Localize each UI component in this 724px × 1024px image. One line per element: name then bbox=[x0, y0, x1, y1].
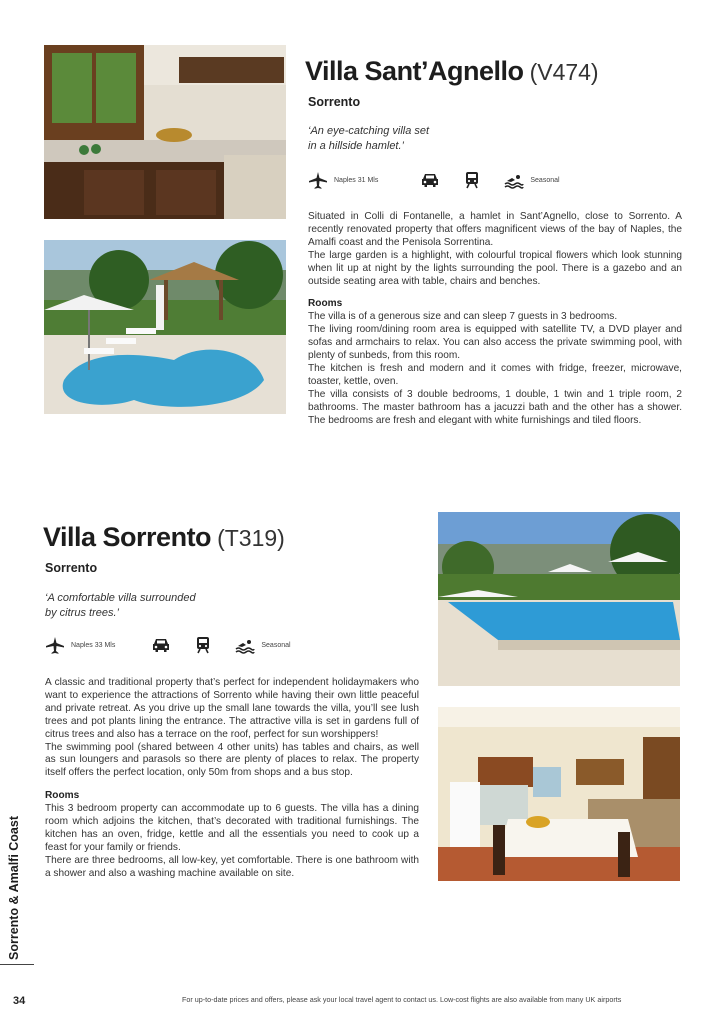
villa2-description bbox=[45, 677, 419, 881]
car-icon bbox=[420, 171, 440, 189]
swimmer-icon bbox=[504, 171, 524, 189]
section-side-label: Sorrento & Amalfi Coast bbox=[7, 815, 21, 960]
plane-icon bbox=[45, 636, 65, 654]
villa2-quote-line1: ‘A comfortable villa surrounded bbox=[45, 592, 196, 604]
villa1-quote-line1: ‘An eye-catching villa set bbox=[308, 125, 430, 137]
swimmer-icon bbox=[235, 636, 255, 654]
villa1-pool-garden-photo bbox=[44, 240, 286, 414]
villa2-title bbox=[43, 522, 285, 553]
villa1-name: Villa Sant’Agnello bbox=[305, 56, 524, 86]
villa1-info-row bbox=[308, 170, 568, 190]
footer-note: For up-to-date prices and offers, please ask your local travel agent to contact us. Low-cost flights are also available from many UK airports bbox=[182, 995, 622, 1004]
car-icon bbox=[151, 636, 171, 654]
villa1-pool-season: Seasonal bbox=[530, 176, 560, 184]
villa2-quote-line2: by citrus trees.’ bbox=[45, 607, 119, 619]
villa1-quote bbox=[308, 124, 508, 154]
villa2-pool-season: Seasonal bbox=[261, 641, 291, 649]
villa1-para1: Situated in Colli di Fontanelle, a hamlet in Sant’Agnello, close to Sorrento. A recently renovated property that offers magnificent views of the bay of Naples, the Amalfi coast and the Penisola Sorrentina. bbox=[308, 211, 682, 248]
villa1-airport-distance: Naples 31 Mls bbox=[334, 176, 379, 184]
villa2-para2: The swimming pool (shared between 4 other units) has tables and chairs, as well as sun loungers and parasols so there are plenty of places to relax. The property itself offers the perfect location, only 50m from shops and a bus stop. bbox=[45, 741, 419, 779]
villa2-rooms1: This 3 bedroom property can accommodate up to 6 guests. The villa has a dining room which adjoins the kitchen, that’s decorated with traditional furnishings. The kitchen has an oven, fridge, kettle and all the essentials you need to cook up a feast for your family or friends. bbox=[45, 803, 419, 853]
villa2-info-row bbox=[45, 635, 299, 655]
villa1-para2: The large garden is a highlight, with colourful tropical flowers which look stunning when lit up at night by the lights surrounding the pool. There is a gazebo and an outside seating area with table, chairs and benches. bbox=[308, 249, 682, 287]
villa2-rooms-heading: Rooms bbox=[45, 790, 80, 802]
villa1-code: (V474) bbox=[529, 59, 599, 85]
page-number: 34 bbox=[13, 995, 26, 1007]
villa1-title bbox=[305, 56, 599, 87]
villa1-rooms3: The kitchen is fresh and modern and it comes with fridge, freezer, microwave, toaster, kettle, oven. bbox=[308, 362, 682, 387]
villa1-rooms2: The living room/dining room area is equipped with satellite TV, a DVD player and sofas and armchairs to relax. You can also access the private swimming pool, with plenty of sunbeds, from this room. bbox=[308, 324, 682, 362]
villa1-rooms1: The villa is of a generous size and can sleep 7 guests in 3 bedrooms. bbox=[308, 311, 618, 323]
train-icon bbox=[462, 171, 482, 189]
villa2-name: Villa Sorrento bbox=[43, 522, 212, 552]
villa2-rooms2: There are three bedrooms, all low-key, yet comfortable. There is one bathroom with a shower and also a washing machine available on site. bbox=[45, 854, 419, 879]
side-divider bbox=[0, 964, 34, 965]
plane-icon bbox=[308, 171, 328, 189]
villa1-quote-line2: in a hillside hamlet.’ bbox=[308, 140, 404, 152]
villa2-quote bbox=[45, 591, 265, 621]
villa2-para1: A classic and traditional property that’s perfect for independent holidaymakers who want to experience the attractions of Sorrento while having their own little peaceful and private retreat. As you drive up the small lane towards the villa, you’ll see lush trees and pot plants lining the entrance. The attractive villa is set in gardens full of citrus trees and also has a terrace on the roof, perfect for sun worshippers! bbox=[45, 677, 419, 740]
villa2-airport-distance: Naples 33 Mls bbox=[71, 641, 116, 649]
villa1-location: Sorrento bbox=[308, 95, 361, 109]
villa2-pool-photo bbox=[438, 512, 680, 686]
train-icon bbox=[193, 636, 213, 654]
villa2-location: Sorrento bbox=[45, 561, 98, 575]
villa2-dining-room-photo bbox=[438, 707, 680, 881]
villa1-rooms-heading: Rooms bbox=[308, 298, 343, 310]
villa1-description bbox=[308, 211, 682, 428]
villa2-code: (T319) bbox=[217, 525, 285, 551]
villa1-kitchen-photo bbox=[44, 45, 286, 219]
villa1-rooms4: The villa consists of 3 double bedrooms, 1 double, 1 twin and 1 triple room, 2 bathrooms. The master bathroom has a jacuzzi bath and the other has a shower. The bedrooms are fresh and elegant with white furnishings and tiled floors. bbox=[308, 388, 682, 426]
